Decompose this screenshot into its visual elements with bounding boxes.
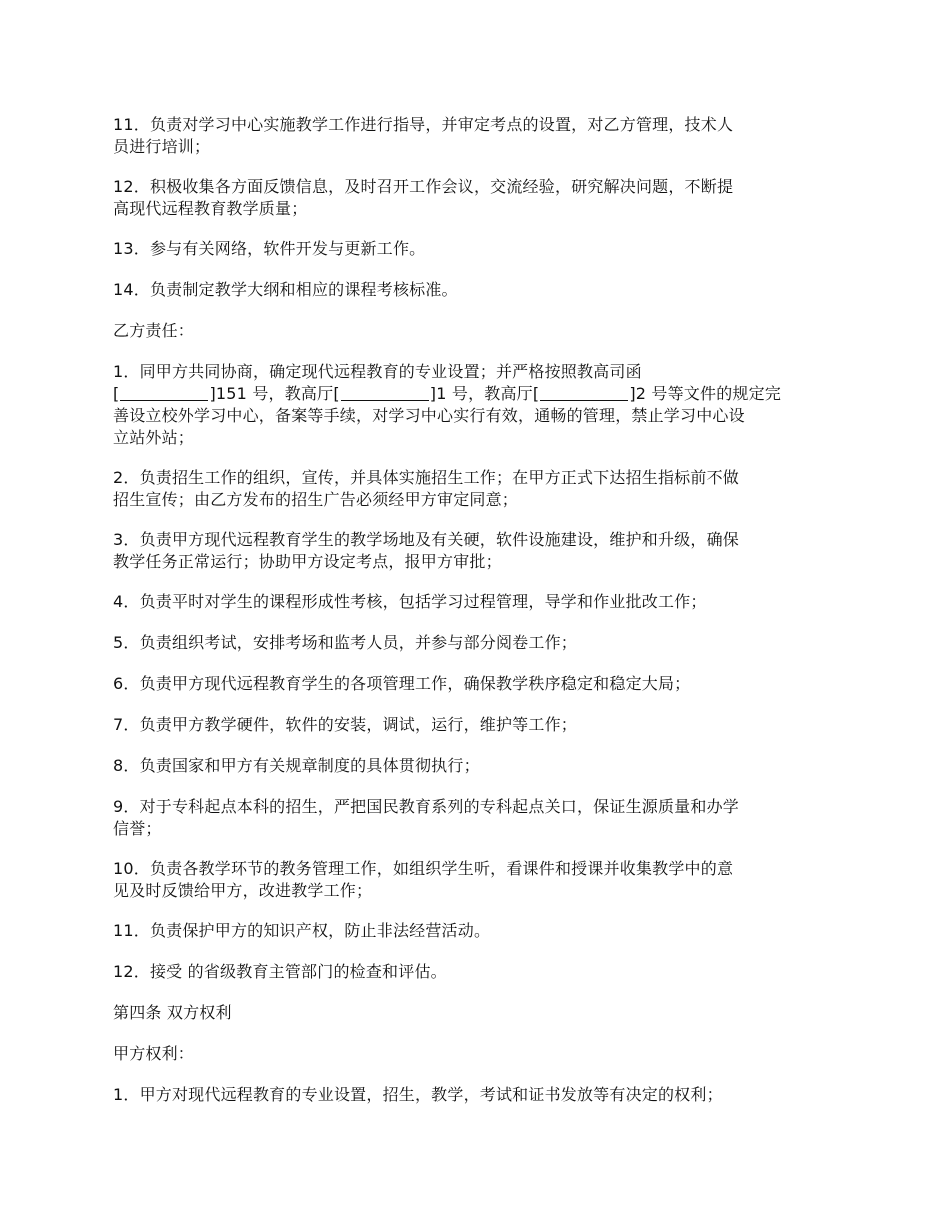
- text-line: 员进行培训；: [113, 137, 211, 156]
- text-line: 14．负责制定教学大纲和相应的课程考核标准。: [113, 280, 458, 299]
- text-line: 7．负责甲方教学硬件，软件的安装，调试，运行，维护等工作；: [113, 715, 577, 734]
- text-line-with-blanks: [113, 383, 843, 405]
- bracket-open: [: [113, 384, 120, 403]
- clause-c-1: [113, 1084, 843, 1106]
- section-heading-party-b-responsibilities: [113, 320, 843, 342]
- text-line: 1．甲方对现代远程教育的专业设置，招生，教学，考试和证书发放等有决定的权利；: [113, 1085, 723, 1104]
- heading-text: 甲方权利：: [113, 1044, 195, 1063]
- text-fragment: ]2 号等文件的规定完: [629, 384, 782, 403]
- heading-text: 乙方责任：: [113, 321, 195, 340]
- clause-a-14: [113, 279, 843, 301]
- blank-field-3: [540, 384, 628, 401]
- text-line: 8．负责国家和甲方有关规章制度的具体贯彻执行；: [113, 756, 480, 775]
- document-content: [113, 114, 843, 1125]
- text-line: 13．参与有关网络，软件开发与更新工作。: [113, 239, 426, 258]
- text-line: 见及时反馈给甲方，改进教学工作；: [113, 881, 373, 900]
- clause-b-11: [113, 920, 843, 942]
- text-line: 善设立校外学习中心，备案等手续，对学习中心实行有效，通畅的管理，禁止学习中心设: [113, 406, 745, 425]
- text-line: 1．同甲方共同协商，确定现代远程教育的专业设置；并严格按照教高司函: [113, 362, 642, 381]
- text-line: 9．对于专科起点本科的招生，严把国民教育系列的专科起点关口，保证生源质量和办学: [113, 797, 739, 816]
- clause-b-8: [113, 755, 843, 777]
- text-fragment: ]1 号，教高厅[: [429, 384, 540, 403]
- clause-b-9: [113, 796, 843, 840]
- clause-b-2: [113, 467, 843, 511]
- text-line: 12．接受 的省级教育主管部门的检查和评估。: [113, 962, 447, 981]
- text-fragment: ]151 号，教高厅[: [209, 384, 340, 403]
- clause-b-7: [113, 714, 843, 736]
- text-line: 教学任务正常运行；协助甲方设定考点，报甲方审批；: [113, 552, 502, 571]
- text-line: 立站外站；: [113, 428, 195, 447]
- text-line: 12．积极收集各方面反馈信息，及时召开工作会议，交流经验，研究解决问题，不断提: [113, 177, 734, 196]
- clause-b-12: [113, 961, 843, 983]
- clause-b-10: [113, 858, 843, 902]
- clause-b-1: [113, 361, 843, 449]
- article-heading-4: [113, 1002, 843, 1024]
- clause-a-11: [113, 114, 843, 158]
- clause-b-4: [113, 591, 843, 613]
- text-line: 4．负责平时对学生的课程形成性考核，包括学习过程管理，导学和作业批改工作；: [113, 592, 707, 611]
- text-line: 招生宣传；由乙方发布的招生广告必须经甲方审定同意；: [113, 490, 519, 509]
- text-line: 11．负责保护甲方的知识产权，防止非法经营活动。: [113, 921, 491, 940]
- text-line: 5．负责组织考试，安排考场和监考人员，并参与部分阅卷工作；: [113, 633, 577, 652]
- text-line: 信誉；: [113, 819, 162, 838]
- text-line: 2．负责招生工作的组织，宣传，并具体实施招生工作；在甲方正式下达招生指标前不做: [113, 468, 739, 487]
- clause-a-12: [113, 176, 843, 220]
- clause-b-3: [113, 529, 843, 573]
- text-line: 6．负责甲方现代远程教育学生的各项管理工作，确保教学秩序稳定和稳定大局；: [113, 674, 691, 693]
- text-line: 3．负责甲方现代远程教育学生的教学场地及有关硬，软件设施建设，维护和升级，确保: [113, 530, 739, 549]
- blank-field-1: [120, 384, 208, 401]
- clause-a-13: [113, 238, 843, 260]
- text-line: 10．负责各教学环节的教务管理工作，如组织学生听，看课件和授课并收集教学中的意: [113, 859, 734, 878]
- heading-text: 第四条 双方权利: [113, 1003, 232, 1022]
- section-heading-party-a-rights: [113, 1043, 843, 1065]
- text-line: 高现代远程教育教学质量；: [113, 199, 308, 218]
- clause-b-5: [113, 632, 843, 654]
- blank-field-2: [341, 384, 429, 401]
- text-line: 11．负责对学习中心实施教学工作进行指导，并审定考点的设置，对乙方管理，技术人: [113, 115, 734, 134]
- clause-b-6: [113, 673, 843, 695]
